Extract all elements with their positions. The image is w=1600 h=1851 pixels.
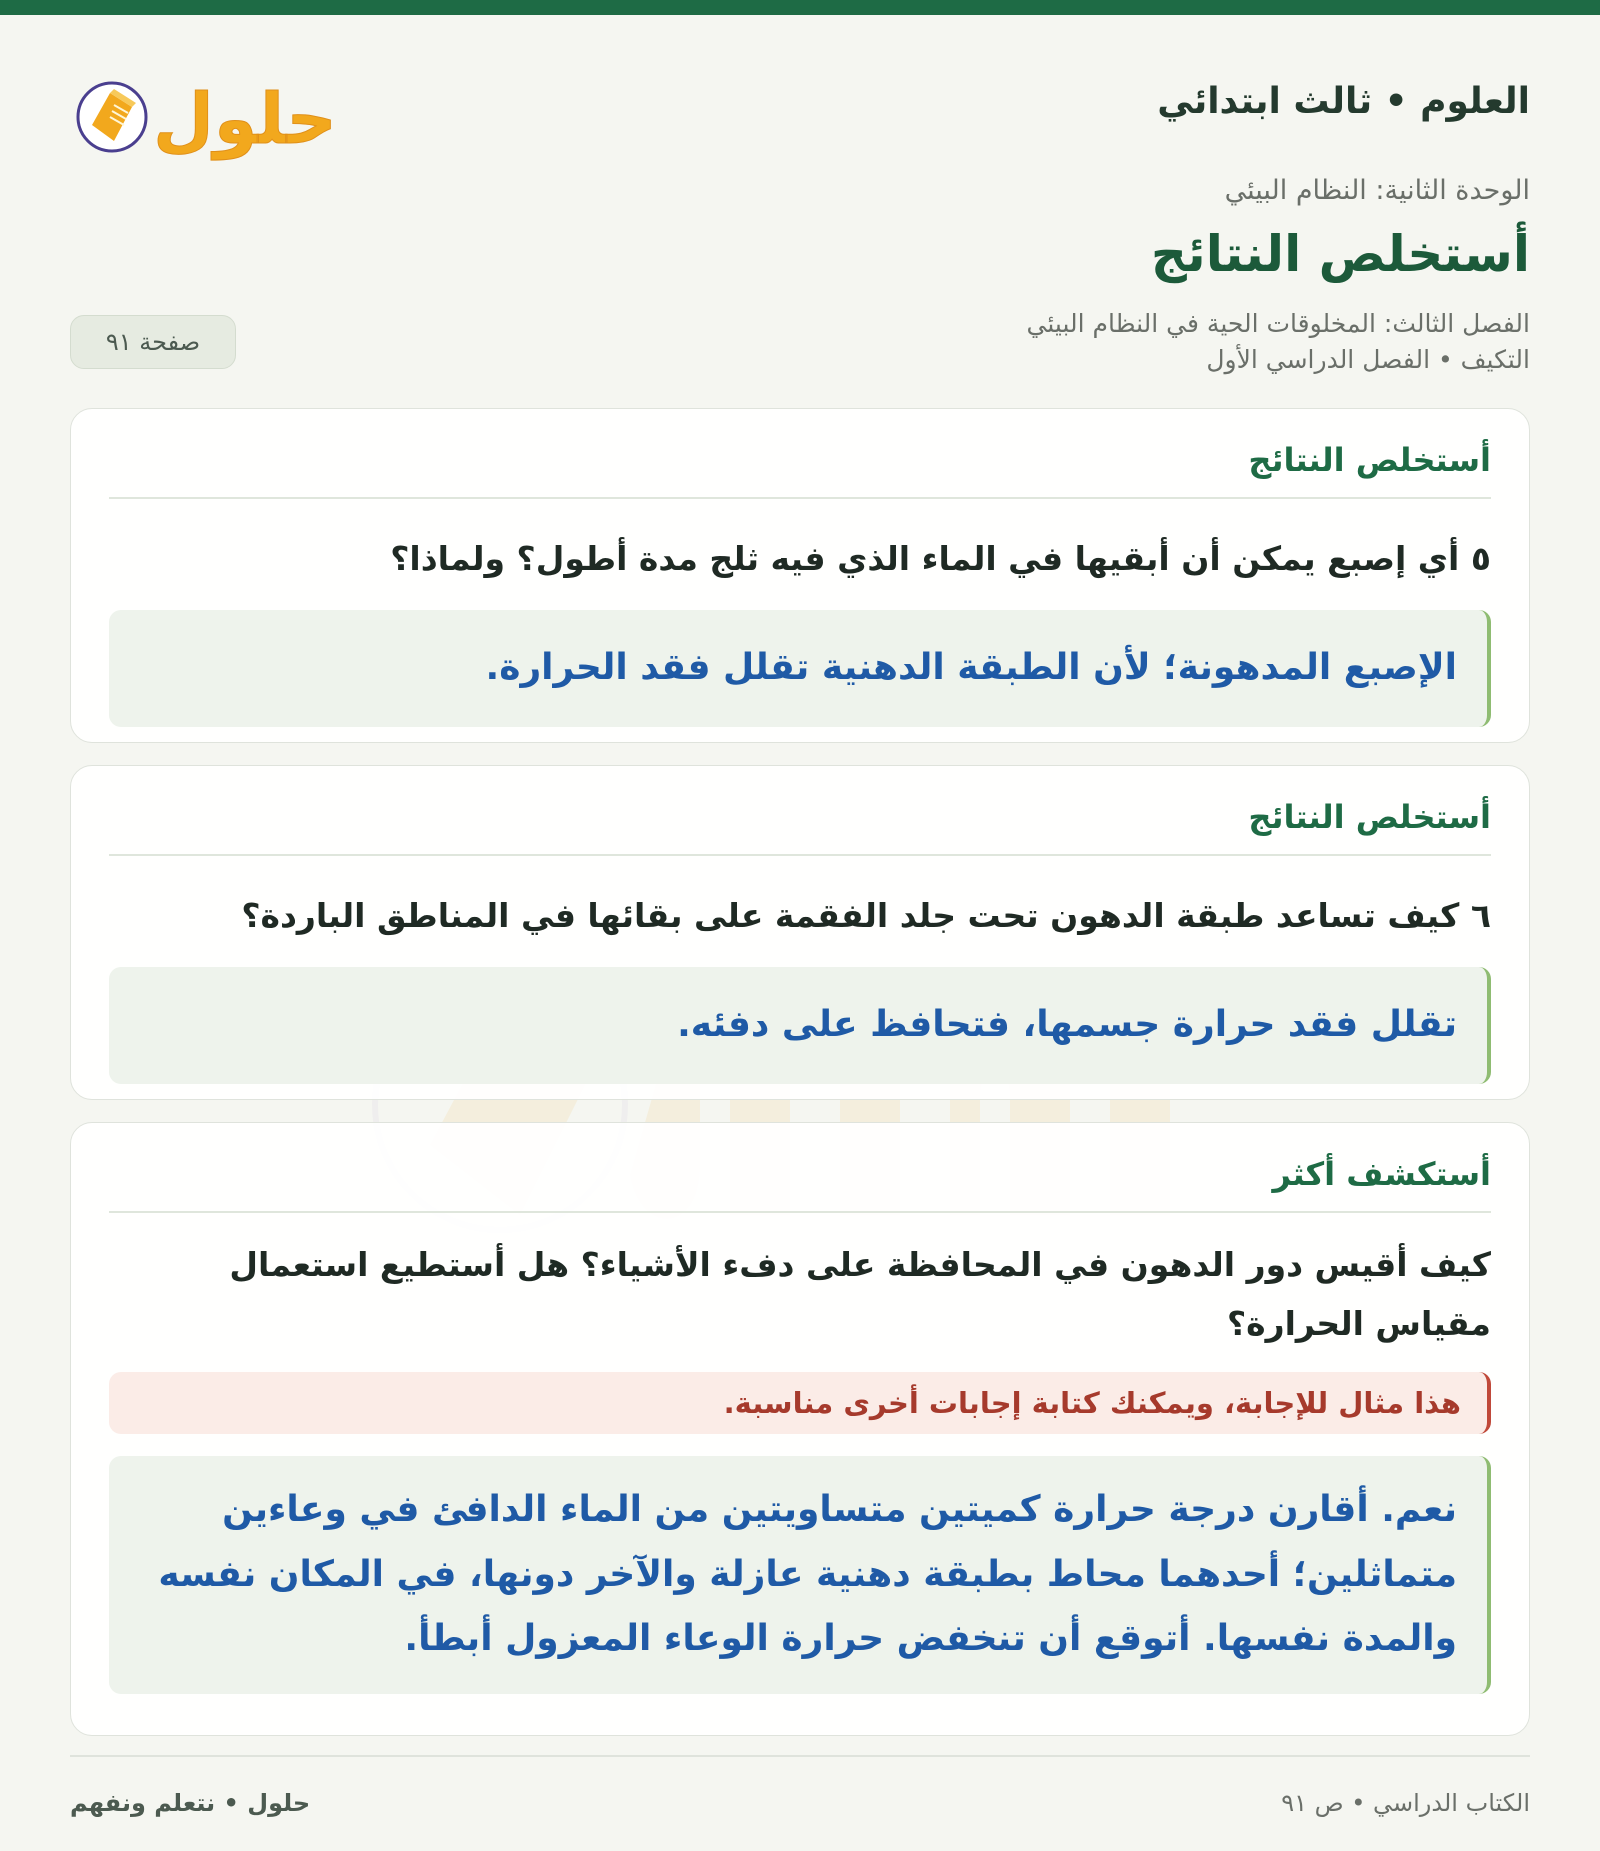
page-header	[70, 15, 1530, 410]
unit-title: الوحدة الثانية: النظام البيئي	[1224, 175, 1530, 206]
card-label: أستخلص النتائج	[109, 798, 1491, 856]
sample-answer-note: هذا مثال للإجابة، ويمكنك كتابة إجابات أخرى مناسبة.	[109, 1372, 1491, 1434]
answer-box: نعم. أقارن درجة حرارة كميتين متساويتين من الماء الدافئ في وعاءين متماثلين؛ أحدهما محاط بطبقة دهنية عازلة والآخر دونها، في المكان نفسه والمدة نفسها. أتوقع أن تنخفض حرارة الوعاء المعزول أبطأ.	[109, 1456, 1491, 1694]
answer-box: الإصبع المدهونة؛ لأن الطبقة الدهنية تقلل فقد الحرارة.	[109, 610, 1491, 727]
footer-book-page: الكتاب الدراسي • ص ٩١	[1281, 1789, 1530, 1817]
page	[70, 15, 1530, 1851]
footer-divider	[70, 1755, 1530, 1757]
question-text: ٦ كيف تساعد طبقة الدهون تحت جلد الفقمة على بقائها في المناطق الباردة؟	[241, 896, 1491, 935]
card-label: أستكشف أكثر	[109, 1155, 1491, 1213]
question-text: كيف أقيس دور الدهون في المحافظة على دفء الأشياء؟ هل أستطيع استعمال مقياس الحرارة؟	[229, 1245, 1491, 1344]
footer-brand[interactable]: حلول • نتعلم ونفهم	[70, 1789, 311, 1817]
top-accent-bar	[0, 0, 1600, 15]
question-card-6	[70, 765, 1530, 1100]
question-text: ٥ أي إصبع يمكن أن أبقيها في الماء الذي فيه ثلج مدة أطول؟ ولماذا؟	[390, 539, 1491, 578]
answer-box: تقلل فقد حرارة جسمها، فتحافظ على دفئه.	[109, 967, 1491, 1084]
card-label: أستخلص النتائج	[109, 441, 1491, 499]
hulul-logo[interactable]	[70, 55, 340, 170]
subject-title: العلوم • ثالث ابتدائي	[1157, 81, 1530, 122]
page-number-badge: صفحة ٩١	[70, 315, 236, 369]
lesson-term: التكيف • الفصل الدراسي الأول	[1206, 345, 1530, 374]
chapter-title: الفصل الثالث: المخلوقات الحية في النظام البيئي	[1026, 309, 1530, 338]
explore-more-card	[70, 1122, 1530, 1736]
lesson-title: أستخلص النتائج	[1150, 225, 1530, 283]
svg-text:حلول: حلول	[153, 78, 337, 160]
question-card-5	[70, 408, 1530, 743]
